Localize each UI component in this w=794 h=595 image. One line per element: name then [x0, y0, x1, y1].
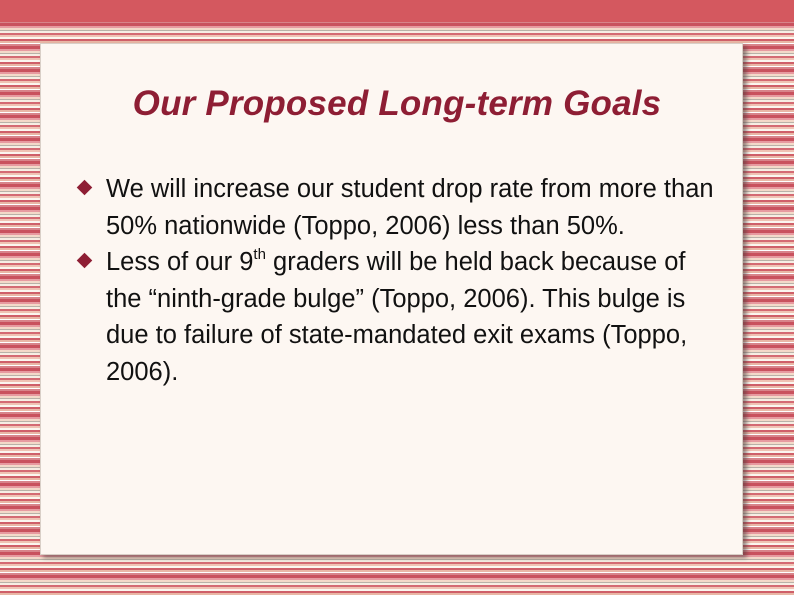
bullet-item-ninth-grade [78, 244, 728, 390]
bullet-text: We will increase our student drop rate from more than 50% nationwide (Toppo, 2006) less than 50%. [106, 175, 714, 240]
bullet-list [78, 171, 728, 390]
top-stripe-band [0, 0, 794, 22]
slide-title: Our Proposed Long-term Goals [132, 84, 662, 123]
bullet-item-drop-rate [78, 171, 728, 244]
bullet-text-after: graders will be held back because of the “ninth-grade bulge” (Toppo, 2006). This bulge is due to failure of state-mandated exit exams (Toppo, 2006). [106, 248, 688, 386]
bullet-text-before: Less of our 9 [106, 248, 254, 276]
diamond-icon [77, 253, 93, 269]
diamond-icon [77, 180, 93, 196]
ordinal-superscript: th [253, 246, 266, 263]
